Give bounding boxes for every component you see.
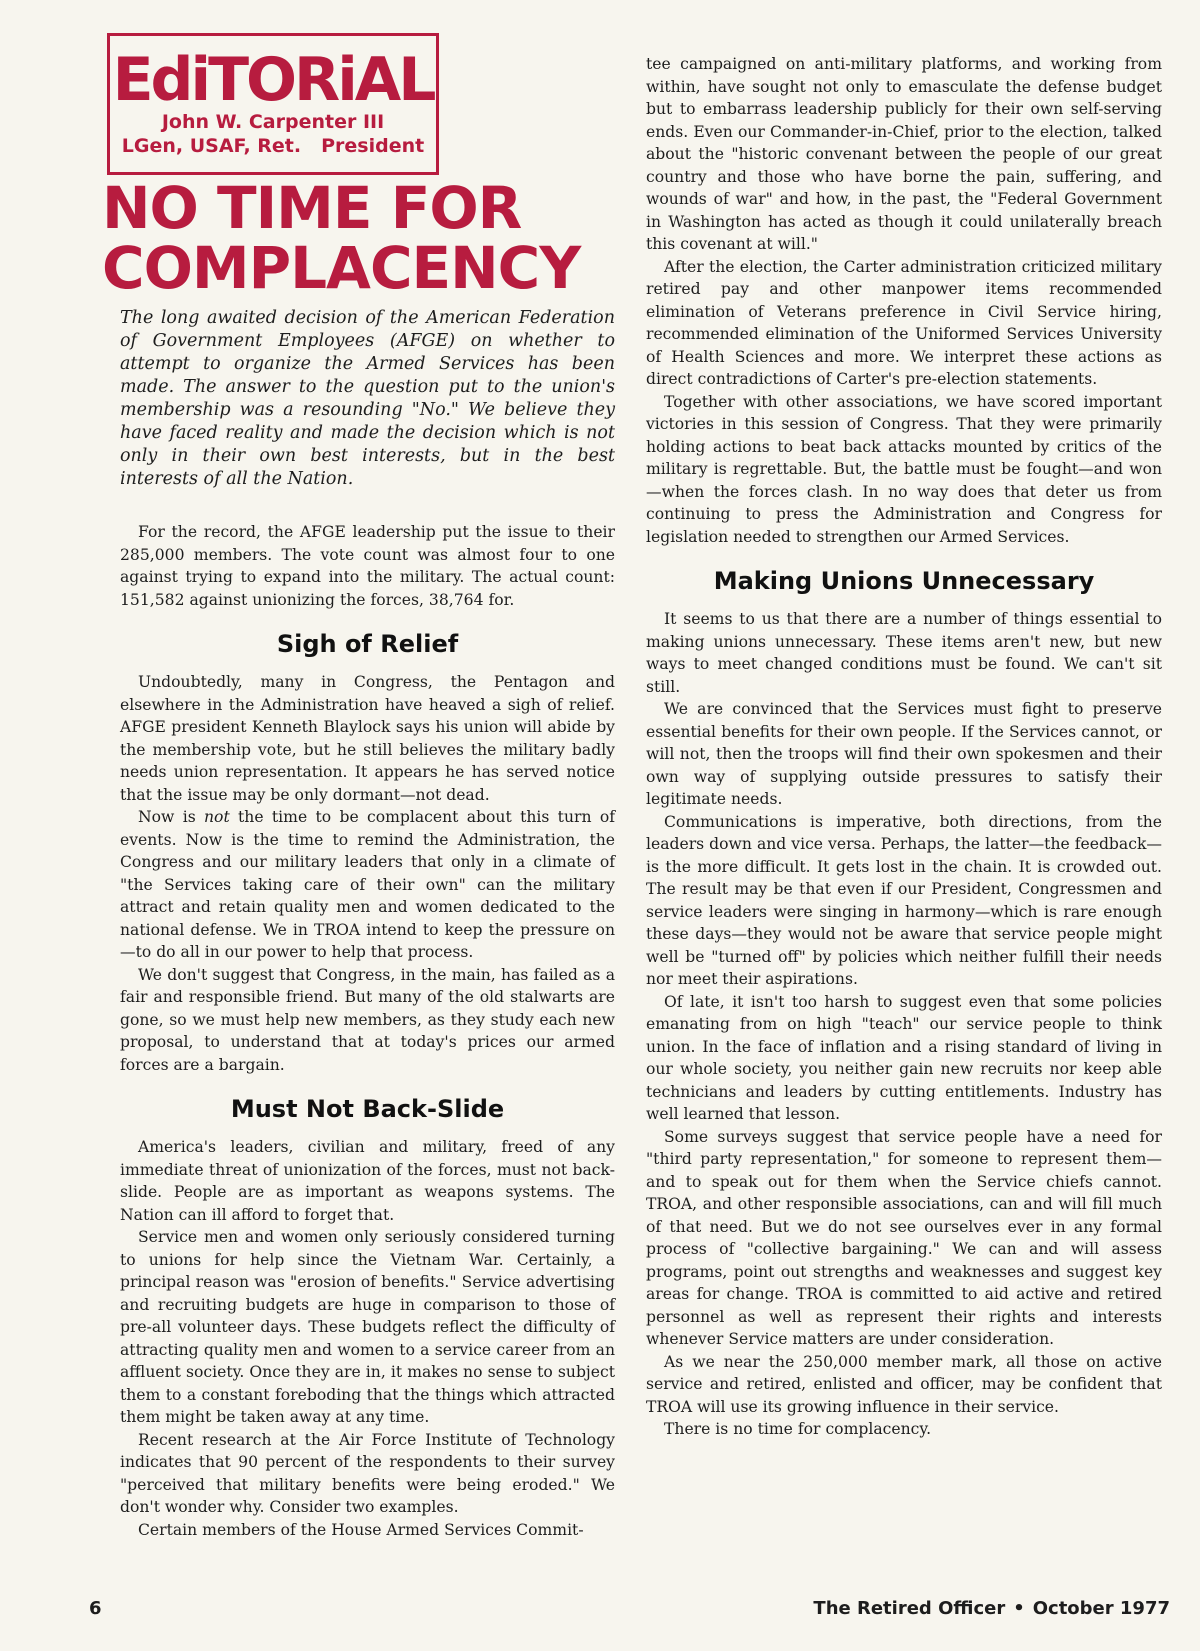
editorial-logo: EdiTORiAL: [112, 45, 434, 115]
paragraph: Certain members of the House Armed Services Commit-: [138, 1520, 584, 1539]
author-rank: LGen, USAF, Ret.: [121, 135, 302, 157]
paragraph: Some surveys suggest that service people have a need for "third party representation," for someone to represent them—and to speak out for them when the Service chiefs cannot. TROA, and other responsible associations, can and will fill much of that need. But we do not see ourselves ever in any formal process of "collective bargaining." We can and will assess programs, point out strengths and weaknesses and suggest key areas for change. TROA is committed to aid active and retired personnel as well as represent their rights and interests whenever Service matters are under consideration.: [646, 1127, 1162, 1348]
paragraph: Undoubtedly, many in Congress, the Pentagon and elsewhere in the Administration have heaved a sigh of relief. AFGE president Kenneth Blaylock says his union will abide by the membership vote, but he still believes the military badly needs union representation. It appears he has served notice that the issue may be only dormant—not dead.: [120, 673, 615, 804]
bullet-separator: •: [1013, 1598, 1025, 1619]
headline-line-2: COMPLACENCY: [102, 234, 581, 302]
paragraph: Service men and women only seriously considered turning to unions for help since the Vietnam War. Certainly, a principal reason was "erosion of benefits." Service advertising and recruiting budgets are huge in comparison to those of pre-all volunteer days. These budgets reflect the difficulty of attracting quality men and women to a service career from an affluent society. Once they are in, it makes no sense to subject them to a constant foreboding that the things which attracted them might be taken away at any time.: [120, 1228, 615, 1426]
page-headline: [102, 174, 622, 302]
paragraph: tee campaigned on anti-military platforms, and working from within, have sought not only to emasculate the defense budget but to embarrass leadership publicly for their own self-serving ends. Even our Commander-in-Chief, prior to the election, talked about the "historic convenant between the people of our great country and those who have borne the pain, suffering, and wounds of war" and how, in the past, the "Federal Government in Washington has acted as though it could unilaterally breach this covenant at will.": [646, 55, 1162, 253]
section-heading-making-unions-unnecessary: Making Unions Unnecessary: [713, 567, 1095, 595]
paragraph: Recent research at the Air Force Institute of Technology indicates that 90 percent of the respondents to their survey "perceived that military benefits were being eroded." We don't wonder why. Consider two examples.: [120, 1430, 615, 1516]
editorial-masthead: [107, 33, 439, 175]
paragraph: America's leaders, civilian and military, freed of any immediate threat of unionization of the forces, must not back-slide. People are as important as weapons systems. The Nation can ill afford to forget that.: [120, 1138, 615, 1224]
headline-line-1: NO TIME FOR: [102, 174, 522, 242]
paragraph: Of late, it isn't too harsh to suggest even that some policies emanating from on high "teach" our service people to think union. In the face of inflation and a rising standard of living in our whole society, you neither gain new recruits nor keep able technicians and leaders by cutting entitlements. Industry has well learned that lesson.: [646, 992, 1162, 1123]
paragraph: We don't suggest that Congress, in the main, has failed as a fair and responsible friend. But many of the old stalwarts are gone, so we must help new members, as they study each new proposal, to understand that at today's prices our armed forces are a bargain.: [120, 965, 615, 1074]
paragraph: It seems to us that there are a number of things essential to making unions unnecessary. These items aren't new, but new ways to meet changed conditions must be found. We can't sit still.: [646, 610, 1162, 696]
publication-footer: [813, 1598, 1170, 1619]
paragraph: Together with other associations, we have scored important victories in this session of Congress. That they were primarily holding actions to beat back attacks mounted by critics of the military is regrettable. But, the battle must be fought—and won—when the forces clash. In no way does that deter us from continuing to press the Administration and Congress for legislation needed to strengthen our Armed Services.: [646, 392, 1162, 546]
paragraph: There is no time for complacency.: [664, 1420, 932, 1438]
paragraph: Now is not the time to be complacent about this turn of events. Now is the time to remind the Administration, the Congress and our military leaders that only in a climate of "the Services taking care of their own" can the military attract and retain quality men and women dedicated to the national defense. We in TROA intend to keep the pressure on—to do all in our power to help that process.: [120, 808, 615, 961]
page-number: 6: [89, 1598, 102, 1619]
intro-paragraph: The long awaited decision of the American Federation of Government Employees (AFGE) on whether to attempt to organize the Armed Services has been made. The answer to the question put to the union's membership was a resounding "No." We believe they have faced reality and made the decision which is not only in their own best interests, but in the best interests of all the Nation.: [120, 308, 615, 489]
paragraph: After the election, the Carter administration criticized military retired pay and other manpower items recommended elimination of Veterans preference in Civil Service hiring, recommended elimination of the Uniformed Services University of Health Sciences and more. We interpret these actions as direct contradictions of Carter's pre-election statements.: [646, 257, 1162, 388]
author-name: John W. Carpenter III: [161, 111, 385, 133]
author-title: President: [321, 135, 425, 157]
section-heading-sigh-of-relief: Sigh of Relief: [276, 630, 459, 658]
emphasis-not: not: [204, 808, 230, 826]
right-column: [646, 53, 1162, 1441]
paragraph: For the record, the AFGE leadership put the issue to their 285,000 members. The vote count was almost four to one against trying to expand into the military. The actual count: 151,582 against unionizing the forces, 38,764 for.: [120, 523, 615, 609]
author-rank-title: [110, 134, 436, 158]
issue-date: October 1977: [1032, 1598, 1170, 1619]
paragraph: We are convinced that the Services must fight to preserve essential benefits for their own people. If the Services cannot, or will not, then the troops will find their own spokesmen and their own way of supplying outside pressures to satisfy their legitimate needs.: [646, 700, 1162, 808]
paragraph: As we near the 250,000 member mark, all those on active service and retired, enlisted and officer, may be confident that TROA will use its growing influence in their service.: [646, 1352, 1162, 1416]
paragraph: Communications is imperative, both directions, from the leaders down and vice versa. Perhaps, the latter—the feedback—is the more difficult. It gets lost in the chain. It is crowded out. The result may be that even if our President, Congressmen and service leaders were singing in harmony—which is rare enough these days—they would not be aware that service people might well be "turned off" by policies which neither fulfill their needs nor meet their aspirations.: [646, 812, 1162, 988]
publication-name: The Retired Officer: [813, 1598, 1006, 1619]
left-column: [120, 307, 615, 1541]
section-heading-must-not-back-slide: Must Not Back-Slide: [230, 1095, 505, 1123]
